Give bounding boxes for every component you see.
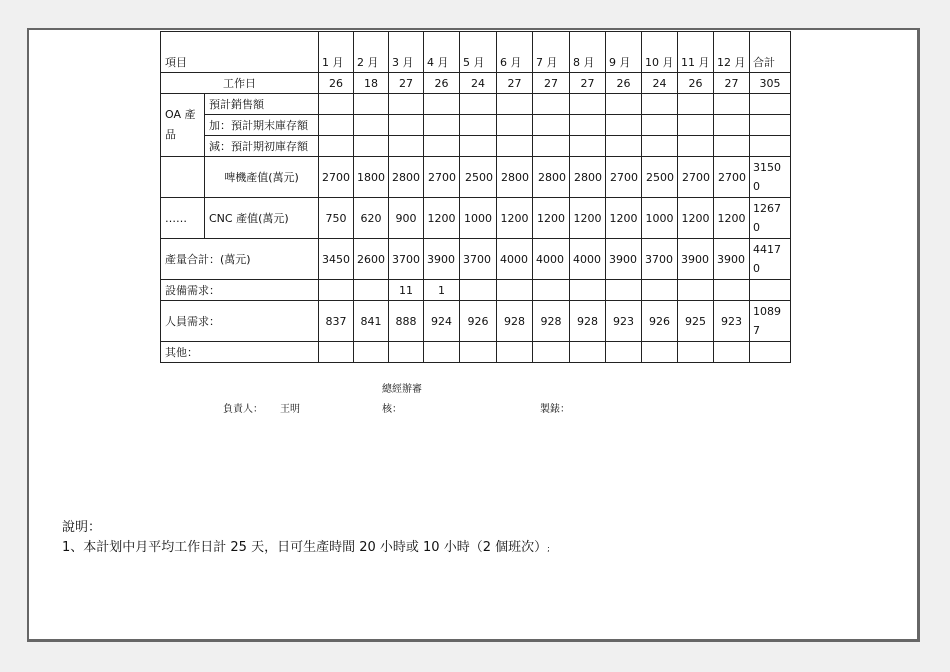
beer-cell: 2800 — [533, 157, 570, 198]
cnc-cell: 1200 — [424, 198, 460, 239]
equipment-cell: 1 — [424, 280, 460, 301]
beer-cell: 1800 — [354, 157, 389, 198]
month-header: 9 月 — [606, 32, 642, 73]
staff-cell: 923 — [714, 301, 750, 342]
workdays-cell: 26 — [319, 73, 354, 94]
workdays-cell: 27 — [714, 73, 750, 94]
month-header: 1 月 — [319, 32, 354, 73]
cnc-cell: 1200 — [714, 198, 750, 239]
equipment-cell — [570, 280, 606, 301]
month-header: 8 月 — [570, 32, 606, 73]
workdays-cell: 18 — [354, 73, 389, 94]
beer-cell: 2700 — [678, 157, 714, 198]
document-page — [27, 28, 920, 642]
cnc-label: CNC 產值(萬元) — [205, 198, 319, 239]
cnc-cell: 1200 — [678, 198, 714, 239]
equipment-cell — [497, 280, 533, 301]
beer-cell: 2700 — [319, 157, 354, 198]
workdays-cell: 27 — [389, 73, 424, 94]
cnc-cell: 1000 — [460, 198, 497, 239]
production-total-cell: 3900 — [424, 239, 460, 280]
production-total-cell: 3450 — [319, 239, 354, 280]
equipment-cell — [642, 280, 678, 301]
workdays-cell: 24 — [642, 73, 678, 94]
cnc-prefix: …… — [161, 198, 205, 239]
beer-cell: 2500 — [460, 157, 497, 198]
oa-row-sales — [161, 94, 791, 115]
workdays-cell: 26 — [678, 73, 714, 94]
notes-line-1 — [62, 536, 550, 555]
staff-cell: 888 — [389, 301, 424, 342]
gm-review-label: 總經辦審 — [382, 384, 422, 395]
workdays-cell: 26 — [424, 73, 460, 94]
production-total-cell: 4000 — [533, 239, 570, 280]
beer-cell: 2800 — [497, 157, 533, 198]
beer-label: 啤機產值(萬元) — [205, 157, 319, 198]
equipment-cell — [606, 280, 642, 301]
beer-cell: 2800 — [570, 157, 606, 198]
workdays-label: 工作日 — [161, 73, 319, 94]
equipment-cell: 11 — [389, 280, 424, 301]
cnc-cell: 1200 — [497, 198, 533, 239]
equipment-cell — [319, 280, 354, 301]
cnc-row — [161, 198, 791, 239]
oa-row-opening-stock — [161, 136, 791, 157]
notes-line-1-end: ; — [547, 544, 550, 553]
month-header: 10 月 — [642, 32, 678, 73]
production-total-cell: 3700 — [460, 239, 497, 280]
cnc-cell: 1000 — [642, 198, 678, 239]
month-header: 3 月 — [389, 32, 424, 73]
equipment-total — [750, 280, 791, 301]
cnc-cell: 1200 — [570, 198, 606, 239]
header-item-label: 項目 — [161, 32, 319, 73]
staff-row — [161, 301, 791, 342]
staff-cell: 923 — [606, 301, 642, 342]
beer-cell: 2700 — [424, 157, 460, 198]
oa-group-label: OA 產品 — [161, 94, 205, 157]
month-header: 5 月 — [460, 32, 497, 73]
staff-cell: 926 — [642, 301, 678, 342]
beer-cell: 2700 — [606, 157, 642, 198]
equipment-cell — [678, 280, 714, 301]
workdays-cell: 27 — [570, 73, 606, 94]
production-total-label: 產量合計：(萬元) — [161, 239, 319, 280]
cnc-cell: 900 — [389, 198, 424, 239]
production-total-cell: 3700 — [389, 239, 424, 280]
beer-row — [161, 157, 791, 198]
month-header: 6 月 — [497, 32, 533, 73]
equipment-cell — [533, 280, 570, 301]
staff-total: 10897 — [750, 301, 791, 342]
cnc-cell: 1200 — [606, 198, 642, 239]
beer-total: 31500 — [750, 157, 791, 198]
beer-cell: 2700 — [714, 157, 750, 198]
equipment-cell — [460, 280, 497, 301]
staff-cell: 837 — [319, 301, 354, 342]
month-header: 7 月 — [533, 32, 570, 73]
month-header: 2 月 — [354, 32, 389, 73]
cnc-cell: 1200 — [533, 198, 570, 239]
equipment-label: 設備需求： — [161, 280, 319, 301]
month-header: 12 月 — [714, 32, 750, 73]
cnc-total: 12670 — [750, 198, 791, 239]
notes-line-1-text: 1、本計划中月平均工作日計 25 天，日可生產時間 20 小時或 10 小時（2 個班次） — [62, 540, 548, 555]
staff-cell: 841 — [354, 301, 389, 342]
production-plan-table — [160, 31, 791, 363]
gm-review-label-2: 核： — [382, 404, 402, 415]
production-total-cell: 4000 — [497, 239, 533, 280]
workdays-row — [161, 73, 791, 94]
production-total-row — [161, 239, 791, 280]
staff-cell: 928 — [497, 301, 533, 342]
workdays-total: 305 — [750, 73, 791, 94]
oa-row-closing-stock — [161, 115, 791, 136]
production-total-cell: 3900 — [606, 239, 642, 280]
total-header: 合計 — [750, 32, 791, 73]
oa-row-label: 預計銷售額 — [205, 94, 319, 115]
production-total-cell: 4000 — [570, 239, 606, 280]
notes-title: 說明： — [62, 520, 102, 535]
staff-cell: 924 — [424, 301, 460, 342]
owner-name: 王明 — [280, 404, 300, 415]
staff-cell: 925 — [678, 301, 714, 342]
other-row — [161, 342, 791, 363]
production-total-cell: 2600 — [354, 239, 389, 280]
oa-row-label: 減：預計期初庫存額 — [205, 136, 319, 157]
workdays-cell: 27 — [497, 73, 533, 94]
month-header: 4 月 — [424, 32, 460, 73]
equipment-cell — [354, 280, 389, 301]
equipment-row — [161, 280, 791, 301]
prepared-by-label: 製錶： — [540, 404, 570, 415]
staff-label: 人員需求： — [161, 301, 319, 342]
workdays-cell: 26 — [606, 73, 642, 94]
oa-row-label: 加：預計期末庫存額 — [205, 115, 319, 136]
production-total-cell: 3900 — [678, 239, 714, 280]
staff-cell: 928 — [533, 301, 570, 342]
other-label: 其他： — [161, 342, 319, 363]
production-total-cell: 3900 — [714, 239, 750, 280]
production-total-cell: 3700 — [642, 239, 678, 280]
equipment-cell — [714, 280, 750, 301]
staff-cell: 926 — [460, 301, 497, 342]
header-row — [161, 32, 791, 73]
workdays-cell: 27 — [533, 73, 570, 94]
production-total-total: 44170 — [750, 239, 791, 280]
cnc-cell: 620 — [354, 198, 389, 239]
cnc-cell: 750 — [319, 198, 354, 239]
beer-cell: 2800 — [389, 157, 424, 198]
staff-cell: 928 — [570, 301, 606, 342]
owner-label: 負責人： — [223, 404, 263, 415]
beer-cell: 2500 — [642, 157, 678, 198]
workdays-cell: 24 — [460, 73, 497, 94]
month-header: 11 月 — [678, 32, 714, 73]
